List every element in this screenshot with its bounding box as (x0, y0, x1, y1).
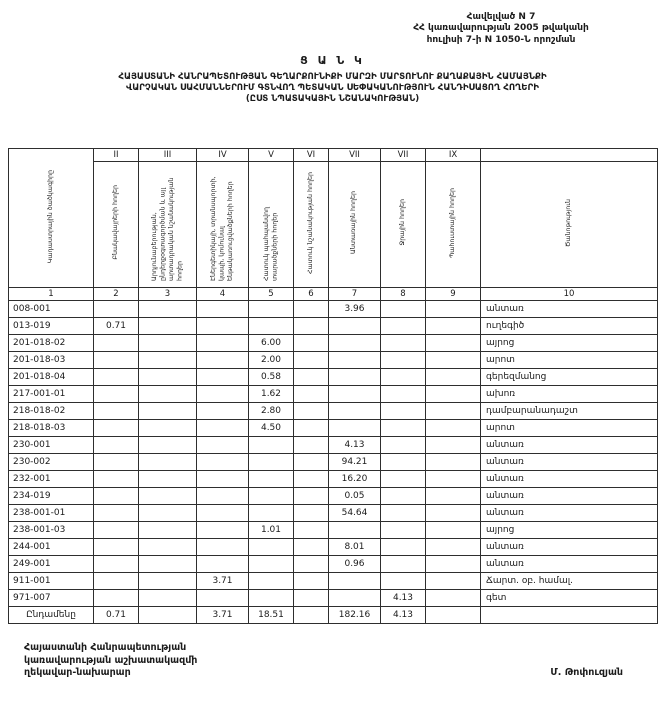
cell-value (197, 470, 249, 487)
cell-value (294, 555, 329, 572)
cell-value (197, 385, 249, 402)
cell-value (294, 419, 329, 436)
header-water-lands: Ջրային հողեր (381, 161, 426, 287)
cell-note: անտառ (481, 300, 658, 317)
cell-value (426, 419, 481, 436)
cell-value (94, 436, 139, 453)
appendix-line-3: հուլիսի 7-ի N 1050-Ն որոշման (426, 34, 576, 45)
table-row (9, 351, 658, 368)
table-row (9, 572, 658, 589)
cell-note: գերեզմանոց (481, 368, 658, 385)
cell-note: անտառ (481, 555, 658, 572)
cell-value (139, 368, 197, 385)
footer-line-3: ղեկավար-նախարար (24, 667, 131, 679)
cell-value: 18.51 (249, 606, 294, 623)
land-table (8, 148, 658, 624)
cell-value (426, 606, 481, 623)
colnum-10: 10 (481, 287, 658, 300)
cell-value (94, 368, 139, 385)
cell-value (94, 572, 139, 589)
header-residential-lands: Բնակավայրերի հողեր (94, 161, 139, 287)
vertical-header-row (9, 161, 658, 287)
table-row (9, 419, 658, 436)
appendix-line-2: ՀՀ կառավարության 2005 թվականի (413, 23, 589, 34)
cell-value: 1.01 (249, 521, 294, 538)
cell-value (381, 470, 426, 487)
colnum-1: 1 (9, 287, 94, 300)
cell-note: ախոռ (481, 385, 658, 402)
cell-value (426, 436, 481, 453)
cell-value (249, 589, 294, 606)
cell-value (139, 385, 197, 402)
roman-col-2: II (94, 148, 139, 161)
cell-value: 16.20 (329, 470, 381, 487)
cell-value (249, 470, 294, 487)
cell-note (481, 606, 658, 623)
cell-code: Ընդամենը (9, 606, 94, 623)
cell-value: 4.13 (381, 589, 426, 606)
cell-value (94, 334, 139, 351)
table-row (9, 368, 658, 385)
cell-value (381, 419, 426, 436)
cell-value: 0.96 (329, 555, 381, 572)
cell-value: 6.00 (249, 334, 294, 351)
cell-value (294, 504, 329, 521)
cell-code: 232-001 (9, 470, 94, 487)
cell-value: 0.71 (94, 317, 139, 334)
cell-code: 234-019 (9, 487, 94, 504)
cell-value (139, 504, 197, 521)
cell-value (426, 385, 481, 402)
cell-value (426, 317, 481, 334)
column-number-row (9, 287, 658, 300)
cell-note: այրոց (481, 334, 658, 351)
cell-code: 238-001-01 (9, 504, 94, 521)
cell-value (94, 589, 139, 606)
cell-value (197, 402, 249, 419)
cell-value (197, 317, 249, 334)
colnum-8: 8 (381, 287, 426, 300)
cell-code: 230-002 (9, 453, 94, 470)
footer (24, 642, 623, 680)
title-line-2: ՎԱՐՉԱԿԱՆ ՍԱՀՄԱՆՆԵՐՈՒՄ ԳՏՆՎՈՂ ՊԵՏԱԿԱՆ ՍԵՓԱԿԱՆՈՒԹՅՈՒՆ ՀԱՆԴԻՍԱՑՈՂ ՀՈՂԵՐԻ (126, 83, 539, 94)
cell-value (249, 538, 294, 555)
cell-value (294, 300, 329, 317)
cell-value (294, 368, 329, 385)
cell-value (294, 436, 329, 453)
cell-value (329, 572, 381, 589)
colnum-2: 2 (94, 287, 139, 300)
cell-value (426, 334, 481, 351)
cell-value: 3.96 (329, 300, 381, 317)
appendix-line-1: Հավելված N 7 (466, 12, 536, 22)
cell-note: անտառ (481, 436, 658, 453)
cell-value (381, 538, 426, 555)
cell-value (426, 504, 481, 521)
header-protected-lands: Հատուկ պահպանվող տարածքների հողեր (249, 161, 294, 287)
cell-value (249, 487, 294, 504)
table-row (9, 487, 658, 504)
cell-value (139, 572, 197, 589)
cell-value (329, 368, 381, 385)
cell-value (94, 419, 139, 436)
cell-code: 201-018-03 (9, 351, 94, 368)
cell-code: 911-001 (9, 572, 94, 589)
cell-value (94, 555, 139, 572)
cell-value (139, 419, 197, 436)
roman-numeral-row (9, 148, 658, 161)
cell-value: 94.21 (329, 453, 381, 470)
cell-value: 4.13 (329, 436, 381, 453)
cell-value (294, 470, 329, 487)
cell-value (249, 436, 294, 453)
cell-value (294, 351, 329, 368)
cell-code: 013-019 (9, 317, 94, 334)
cell-note: այրոց (481, 521, 658, 538)
cell-value (139, 317, 197, 334)
cell-value: 54.64 (329, 504, 381, 521)
cell-value (294, 606, 329, 623)
cell-value (426, 487, 481, 504)
cell-value (426, 521, 481, 538)
footer-line-1: Հայաստանի Հանրապետության (24, 641, 187, 653)
cell-value (329, 419, 381, 436)
total-row (9, 606, 658, 623)
colnum-5: 5 (249, 287, 294, 300)
cell-value (139, 521, 197, 538)
list-caption: Ց Ա Ն Կ (300, 53, 365, 67)
roman-col-9: IX (426, 148, 481, 161)
cell-value (329, 334, 381, 351)
cell-value (381, 572, 426, 589)
cell-value (139, 402, 197, 419)
roman-col-6: VI (294, 148, 329, 161)
cell-value (197, 487, 249, 504)
cell-value (197, 538, 249, 555)
cell-note: անտառ (481, 453, 658, 470)
cell-value (381, 504, 426, 521)
table-row (9, 470, 658, 487)
cell-value (197, 419, 249, 436)
cell-note: արոտ (481, 351, 658, 368)
cell-value (381, 453, 426, 470)
cell-value: 4.50 (249, 419, 294, 436)
cell-value (294, 402, 329, 419)
cell-value (381, 521, 426, 538)
colnum-7: 7 (329, 287, 381, 300)
roman-col-4: IV (197, 148, 249, 161)
cell-value (426, 368, 481, 385)
table-row (9, 453, 658, 470)
cell-code: 218-018-02 (9, 402, 94, 419)
cell-value (381, 385, 426, 402)
cell-value (294, 521, 329, 538)
cell-value (139, 453, 197, 470)
cell-value (139, 351, 197, 368)
cell-value: 2.00 (249, 351, 294, 368)
cell-note: ուղեգիծ (481, 317, 658, 334)
signatory-title-block (24, 642, 197, 680)
cell-value: 3.71 (197, 606, 249, 623)
cell-value (329, 385, 381, 402)
roman-col-5: V (249, 148, 294, 161)
cell-value (197, 300, 249, 317)
cell-value (197, 589, 249, 606)
cell-value (329, 351, 381, 368)
cell-value (294, 487, 329, 504)
cell-value (426, 538, 481, 555)
header-cadastral-code-label: Կադաստրային ծածկագիրը (46, 169, 54, 263)
title-line-3: (ԸՍՏ ՆՊԱՏԱԿԱՅԻՆ ՆՇԱՆԱԿՈՒԹՅԱՆ) (245, 94, 420, 105)
cell-value: 0.05 (329, 487, 381, 504)
header-reserve-lands: Պահուստային հողեր (426, 161, 481, 287)
cell-value (94, 351, 139, 368)
colnum-6: 6 (294, 287, 329, 300)
cell-value (381, 555, 426, 572)
roman-col-8: VII (381, 148, 426, 161)
cell-value (139, 538, 197, 555)
cell-value (139, 589, 197, 606)
roman-col-7: VII (329, 148, 381, 161)
header-note: Ծանոթություն (481, 161, 658, 287)
cell-value (197, 334, 249, 351)
cell-note: դամբարանադաշտ (481, 402, 658, 419)
roman-col-3: III (139, 148, 197, 161)
cell-value (426, 453, 481, 470)
cell-code: 244-001 (9, 538, 94, 555)
cell-value: 4.13 (381, 606, 426, 623)
header-special-lands: Հատուկ նշանակության հողեր (294, 161, 329, 287)
cell-value (249, 300, 294, 317)
table-row (9, 521, 658, 538)
cell-value (249, 453, 294, 470)
cell-code: 201-018-02 (9, 334, 94, 351)
table-body (9, 300, 658, 623)
cell-code: 249-001 (9, 555, 94, 572)
cell-code: 238-001-03 (9, 521, 94, 538)
table-row (9, 555, 658, 572)
cell-value (294, 453, 329, 470)
cell-value (139, 334, 197, 351)
cell-value (94, 521, 139, 538)
cell-value (294, 572, 329, 589)
colnum-3: 3 (139, 287, 197, 300)
header-forest-lands: Անտառային հողեր (329, 161, 381, 287)
cell-value (139, 555, 197, 572)
cell-value (139, 300, 197, 317)
table-row (9, 317, 658, 334)
cell-value (381, 317, 426, 334)
header-industrial-lands: Արդյունաբերության, ընդերքօգտագործման և այլ արտադրական նշանակության հողեր (139, 161, 197, 287)
cell-value (329, 521, 381, 538)
colnum-4: 4 (197, 287, 249, 300)
cell-code: 230-001 (9, 436, 94, 453)
cell-value (381, 368, 426, 385)
cell-code: 201-018-04 (9, 368, 94, 385)
cell-value (94, 300, 139, 317)
table-row (9, 385, 658, 402)
cell-value (381, 487, 426, 504)
document-title (0, 72, 665, 106)
cell-note: անտառ (481, 538, 658, 555)
cell-value (329, 402, 381, 419)
cell-value (426, 572, 481, 589)
cell-code: 971-007 (9, 589, 94, 606)
cell-value (249, 555, 294, 572)
cell-value (197, 368, 249, 385)
cell-code: 218-018-03 (9, 419, 94, 436)
cell-value (381, 351, 426, 368)
cell-value (249, 317, 294, 334)
cell-note: անտառ (481, 487, 658, 504)
cell-value (426, 589, 481, 606)
cell-value (139, 436, 197, 453)
table-row (9, 300, 658, 317)
cell-value (94, 504, 139, 521)
header-cadastral-code (9, 148, 94, 287)
cell-value (139, 487, 197, 504)
cell-value (197, 351, 249, 368)
cell-value: 2.80 (249, 402, 294, 419)
title-line-1: ՀԱՅԱՍՏԱՆԻ ՀԱՆՐԱՊԵՏՈՒԹՅԱՆ ԳԵՂԱՐՔՈՒՆԻՔԻ ՄԱՐԶԻ ՄԱՐՏՈՒՆՈՒ ՔԱՂԱՔԱՅԻՆ ՀԱՄԱՅՆՔԻ (118, 71, 547, 82)
cell-value (197, 504, 249, 521)
cell-value (94, 470, 139, 487)
cell-value (94, 402, 139, 419)
signature-name: Մ. Թոփուզյան (550, 667, 623, 679)
cell-value (197, 453, 249, 470)
table-row (9, 589, 658, 606)
cell-value (197, 436, 249, 453)
cell-note: Ճարտ. օբ. համալ. (481, 572, 658, 589)
table-row (9, 538, 658, 555)
cell-value (381, 334, 426, 351)
roman-col-10 (481, 148, 658, 161)
cell-value (249, 572, 294, 589)
cell-value: 0.58 (249, 368, 294, 385)
cell-note: անտառ (481, 504, 658, 521)
cell-value (294, 385, 329, 402)
table-row (9, 436, 658, 453)
cell-value: 0.71 (94, 606, 139, 623)
cell-note: գետ (481, 589, 658, 606)
colnum-9: 9 (426, 287, 481, 300)
cell-value (249, 504, 294, 521)
cell-code: 008-001 (9, 300, 94, 317)
cell-value (426, 470, 481, 487)
cell-value (94, 453, 139, 470)
cell-value (294, 538, 329, 555)
cell-value (139, 470, 197, 487)
cell-value: 1.62 (249, 385, 294, 402)
cell-value (94, 487, 139, 504)
table-row (9, 504, 658, 521)
appendix-block (351, 12, 651, 46)
footer-line-2: կառավարության աշխատակազմի (24, 654, 198, 666)
cell-value (197, 521, 249, 538)
cell-value (294, 317, 329, 334)
table-row (9, 334, 658, 351)
cell-code: 217-001-01 (9, 385, 94, 402)
cell-value (94, 538, 139, 555)
cell-value (329, 589, 381, 606)
cell-value (197, 555, 249, 572)
table-row (9, 402, 658, 419)
cell-value: 182.16 (329, 606, 381, 623)
cell-value (426, 402, 481, 419)
cell-value (94, 385, 139, 402)
cell-value (381, 300, 426, 317)
cell-value (426, 555, 481, 572)
cell-note: արոտ (481, 419, 658, 436)
cell-value (426, 300, 481, 317)
cell-value (294, 589, 329, 606)
header-infrastructure-lands: Էներգետիկայի, տրանսպորտի, կապի, կոմունալ ենթակառուցվածքների հողեր (197, 161, 249, 287)
cell-value (139, 606, 197, 623)
cell-value (294, 334, 329, 351)
cell-note: անտառ (481, 470, 658, 487)
cell-value (381, 436, 426, 453)
cell-value: 3.71 (197, 572, 249, 589)
cell-value (329, 317, 381, 334)
cell-value (426, 351, 481, 368)
cell-value: 8.01 (329, 538, 381, 555)
cell-value (381, 402, 426, 419)
